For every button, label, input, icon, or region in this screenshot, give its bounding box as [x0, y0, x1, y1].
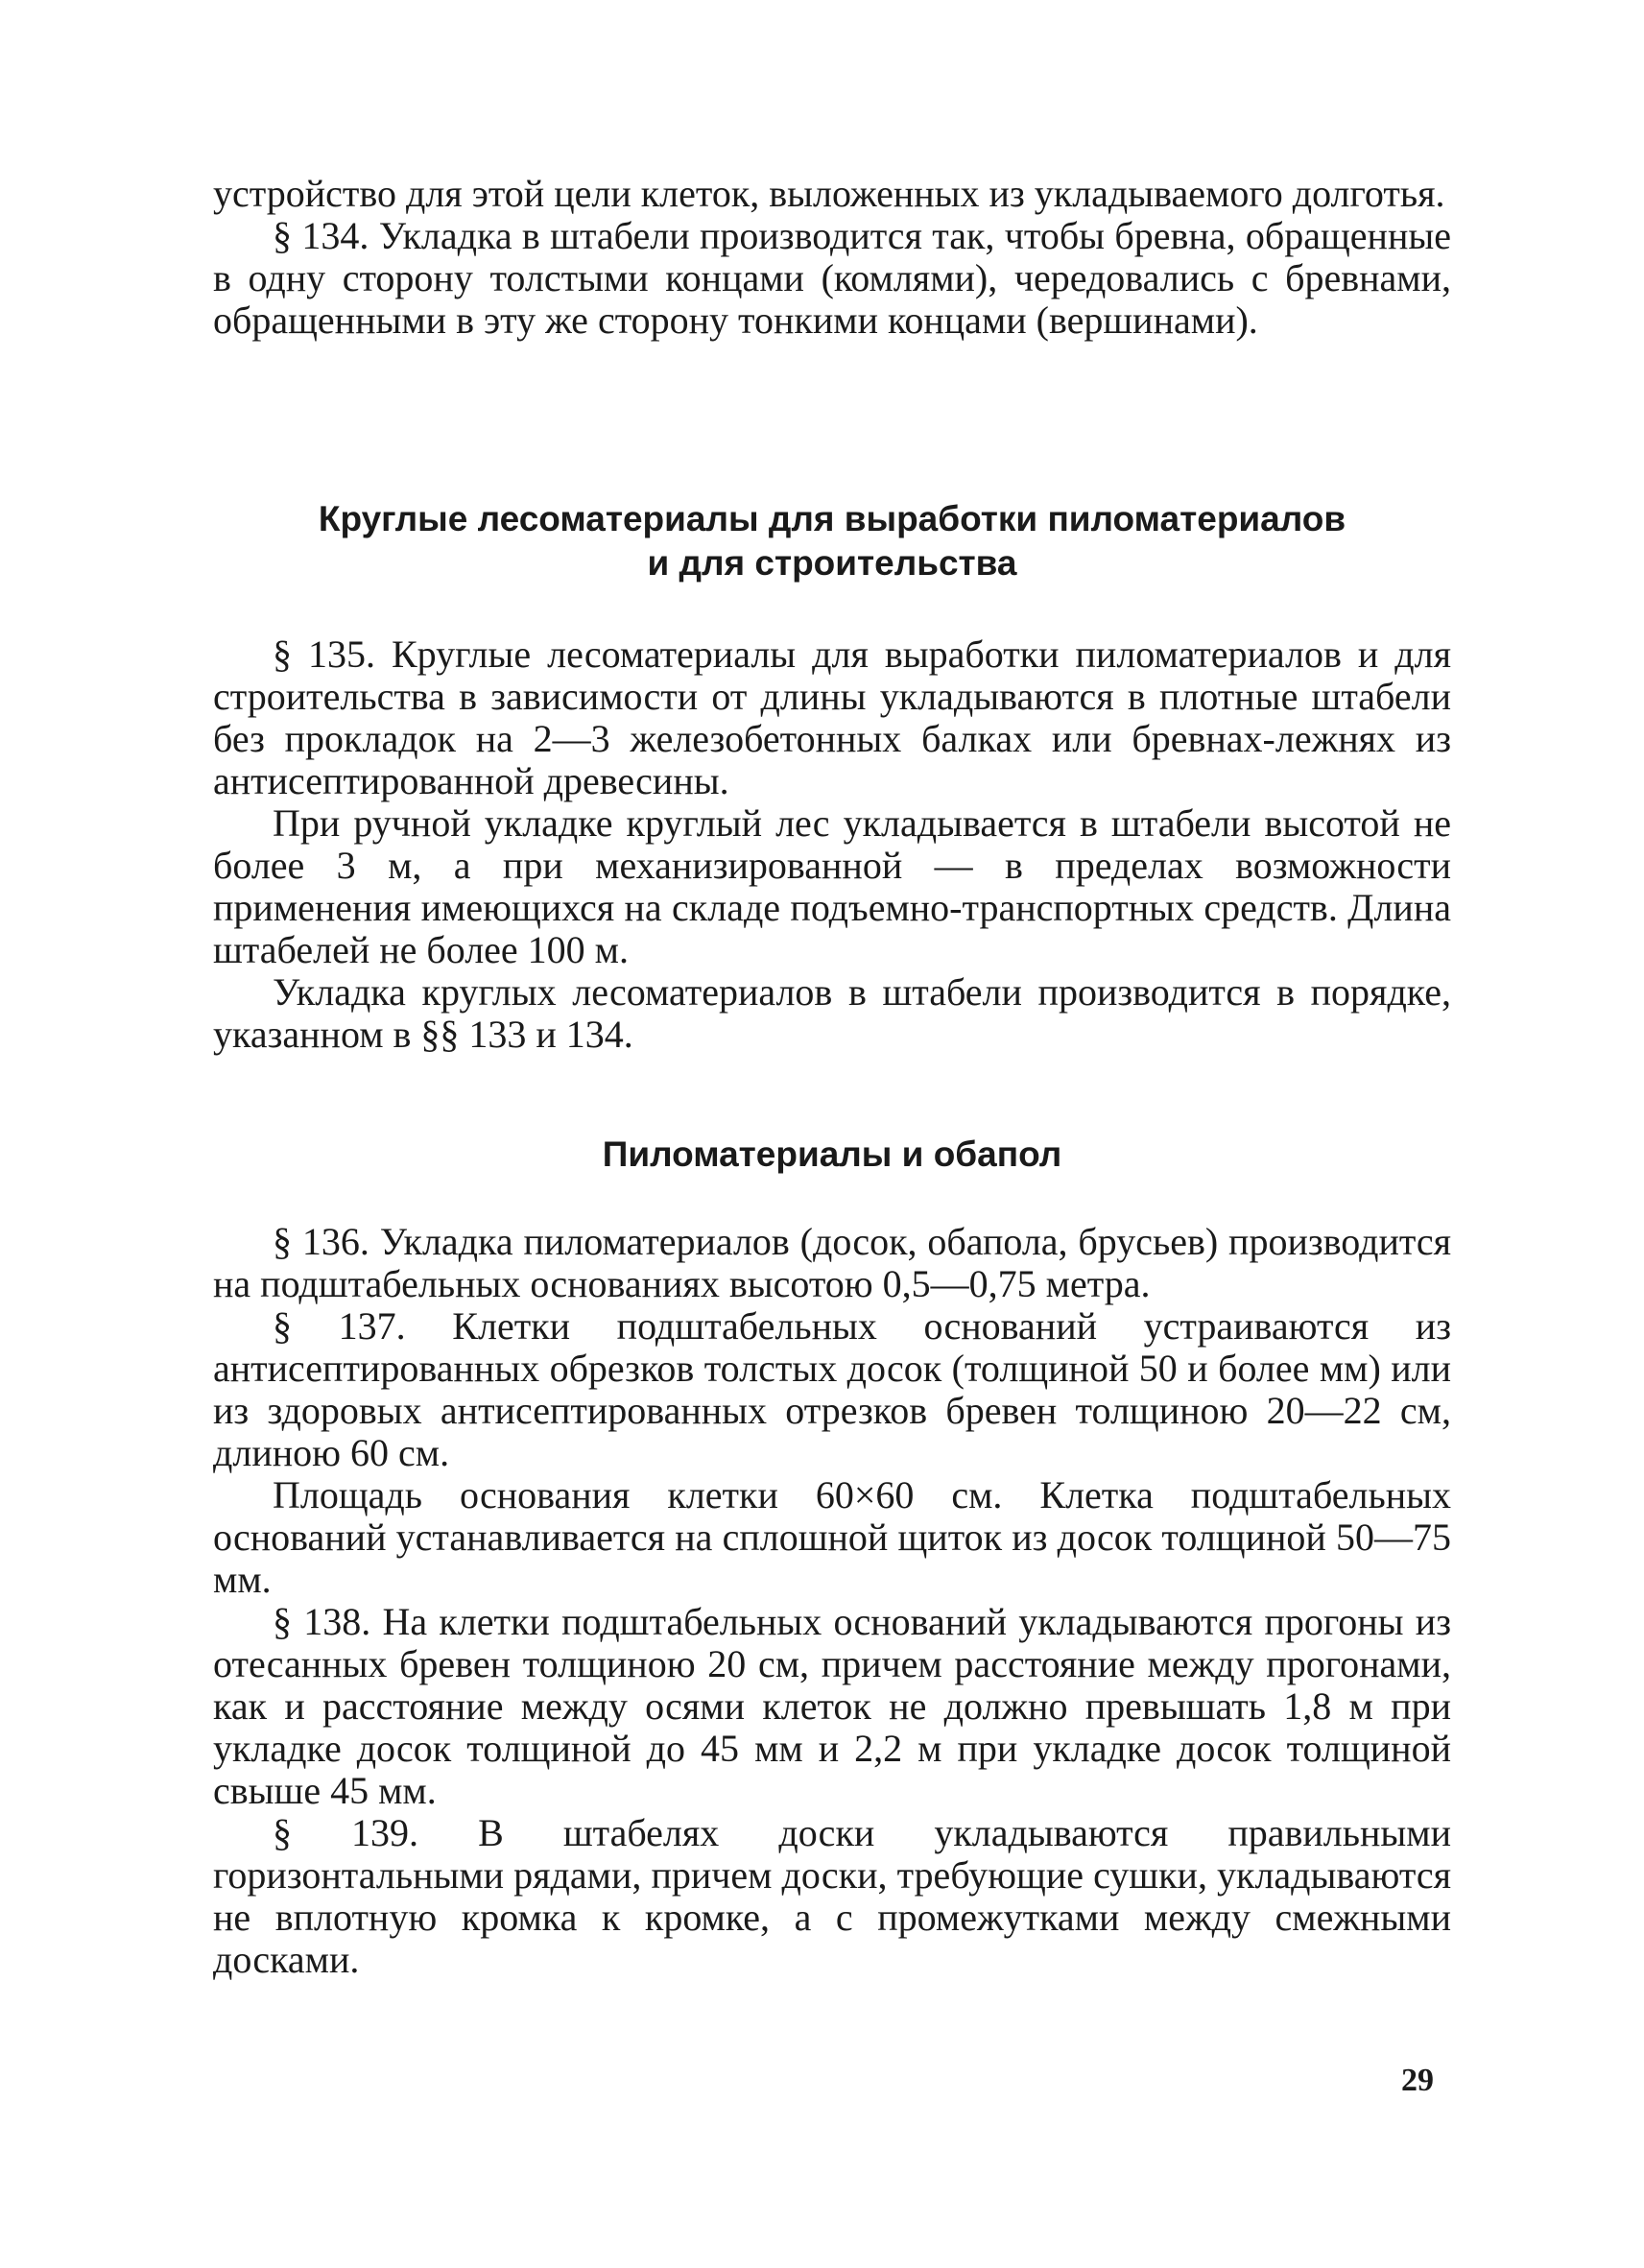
paragraph-manual-stacking: При ручной укладке круглый лес укладывается в штабели высотой не более 3 м, а при механизированной — в пределах возможности применения имеющихся на складе подъемно-транспортных средств. Длина штабелей не более 100 м.	[213, 801, 1451, 971]
paragraph-139: § 139. В штабелях доски укладываются правильными горизонтальными рядами, причем доски, требующие сушки, укладываются не вплотную кромка к кромке, а с промежутками между смежными досками.	[213, 1811, 1451, 1981]
heading-sawn-timber-text: Пиломатериалы и обапол	[602, 1134, 1062, 1174]
round-timber-text-block	[213, 633, 1451, 1056]
heading-round-timber-line2: и для строительства	[647, 543, 1017, 583]
heading-sawn-timber	[213, 1133, 1451, 1177]
paragraph-135: § 135. Круглые лесоматериалы для выработки пиломатериалов и для строительства в зависимости от длины укладываются в плотные штабели без прокладок на 2—3 железобетонных балках или бревнах-лежнях из антисептированной древесины.	[213, 633, 1451, 802]
paragraph-136: § 136. Укладка пиломатериалов (досок, обапола, брусьев) производится на подштабельных основаниях высотою 0,5—0,75 метра.	[213, 1220, 1451, 1305]
paragraph-continuation: устройство для этой цели клеток, выложенных из укладываемого долготья.	[213, 172, 1445, 215]
heading-round-timber-line1: Круглые лесоматериалы для выработки пиломатериалов	[318, 499, 1346, 538]
paragraph-138: § 138. На клетки подштабельных оснований укладываются прогоны из отесанных бревен толщиною 20 см, причем расстояние между прогонами, как и расстояние между осями клеток не должно превышать 1,8 м при укладке досок толщиной до 45 мм и 2,2 м при укладке досок толщиной свыше 45 мм.	[213, 1600, 1451, 1812]
heading-round-timber	[213, 497, 1451, 585]
paragraph-134: § 134. Укладка в штабели производится так, чтобы бревна, обращенные в одну сторону толстыми концами (комлями), чередовались с бревнами, обращенными в эту же сторону тонкими концами (вершинами).	[213, 214, 1451, 342]
sawn-timber-text-block	[213, 1221, 1451, 1981]
paragraph-cage-base-area: Площадь основания клетки 60×60 см. Клетка подштабельных оснований устанавливается на сплошной щиток из досок толщиной 50—75 мм.	[213, 1473, 1451, 1601]
paragraph-137: § 137. Клетки подштабельных оснований устраиваются из антисептированных обрезков толстых досок (толщиной 50 и более мм) или из здоровых антисептированных отрезков бревен толщиною 20—22 см, длиною 60 см.	[213, 1304, 1451, 1474]
paragraph-stacking-order: Укладка круглых лесоматериалов в штабели производится в порядке, указанном в §§ 133 и 134.	[213, 970, 1451, 1056]
intro-text-block	[213, 173, 1451, 342]
page-number: 29	[1401, 2063, 1434, 2098]
